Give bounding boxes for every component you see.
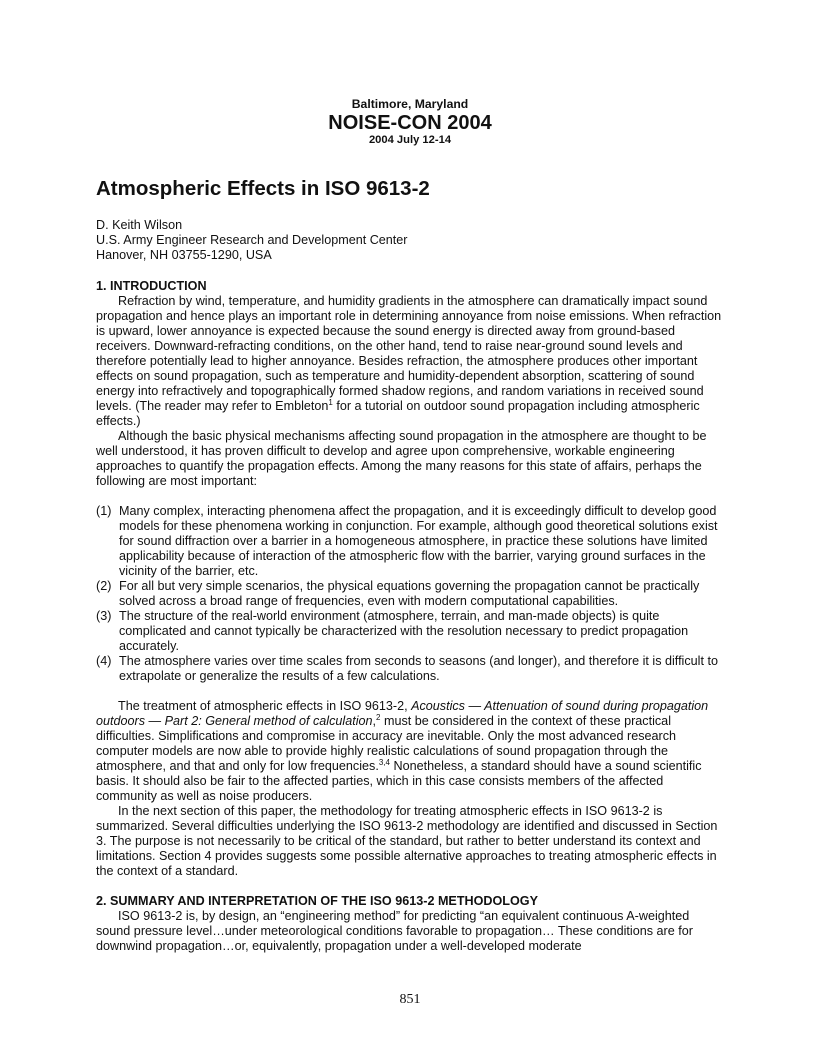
intro-paragraph-1: Refraction by wind, temperature, and humidity gradients in the atmosphere can dramatically impact sound propagation and hence plays an important role in determining annoyance from noise emissions. When refraction is upward, lower annoyance is expected because the sound energy is directed away from ground-based receivers. Downward-refracting conditions, on the other hand, tend to raise near-ground sound levels and therefore potentially lead to higher annoyance. Besides refraction, the atmosphere produces other important effects on sound propagation, such as temperature and humidity-dependent absorption, scattering of sound energy into refractively and topographically formed shadow regions, and random variations in received sound levels. (The reader may refer to Embleton$^1$ for a tutorial on outdoor sound propagation including atmospheric effects.)	[96, 294, 722, 428]
list-item: (3) The structure of the real-world environment (atmosphere, terrain, and man-made objects) is quite complicated and cannot typically be characterized with the resolution necessary to predict propagation accurately.	[96, 609, 689, 653]
author-block	[96, 218, 408, 263]
section-2-heading: 2. SUMMARY AND INTERPRETATION OF THE ISO 9613-2 METHODOLOGY	[96, 894, 538, 908]
page-number: 851	[399, 992, 421, 1007]
standard-title-italic: Acoustics — Attenuation of sound during propagation outdoors — Part 2: General method of calculation	[96, 699, 709, 728]
author-address: Hanover, NH 03755-1290, USA	[96, 248, 272, 262]
section-1-heading: 1. INTRODUCTION	[96, 279, 207, 293]
section-2-paragraph-1: ISO 9613-2 is, by design, an “engineering method” for predicting “an equivalent continuous A-weighted sound pressure level…under meteorological conditions favorable to propagation… These conditions are for downwind propagation…or, equivalently, propagation under a well-developed moderate	[96, 909, 693, 953]
author-affiliation: U.S. Army Engineer Research and Development Center	[96, 233, 408, 247]
paper-title: Atmospheric Effects in ISO 9613-2	[96, 177, 430, 200]
list-item: (4) The atmosphere varies over time scales from seconds to seasons (and longer), and therefore it is difficult to extrapolate or generalize the results of a few calculations.	[96, 654, 718, 683]
footnote-ref-3-4: 3,4	[378, 758, 390, 767]
author-name: D. Keith Wilson	[96, 218, 183, 232]
footnote-ref-2: 2	[376, 713, 381, 722]
conference-location: Baltimore, Maryland	[351, 97, 469, 111]
footnote-ref-1: 1	[328, 398, 333, 407]
conference-header	[96, 97, 724, 147]
conference-date: 2004 July 12-14	[368, 134, 452, 146]
intro-paragraph-4: In the next section of this paper, the methodology for treating atmospheric effects in ISO 9613-2 is summarized. Several difficulties underlying the ISO 9613-2 methodology are identified and discussed in Section 3. The purpose is not necessarily to be critical of the standard, but rather to better understand its context and limitations. Section 4 provides suggests some possible alternative approaches to treating atmospheric effects in the context of a standard.	[96, 804, 718, 878]
intro-paragraph-2: Although the basic physical mechanisms affecting sound propagation in the atmosphere are thought to be well understood, it has proven difficult to develop and agree upon comprehensive, workable engineering approaches to quantify the propagation effects. Among the many reasons for this state of affairs, perhaps the following are most important:	[96, 429, 707, 488]
conference-name: NOISE-CON 2004	[328, 112, 492, 134]
difficulty-list	[96, 504, 724, 684]
intro-paragraph-3: The treatment of atmospheric effects in ISO 9613-2, Acoustics — Attenuation of sound during propagation outdoors — Part 2: General method of calculation,$^2$ must be considered in the context of these practical difficulties. Simplifications and compromise in accuracy are inevitable. Only the most advanced research computer models are now able to provide highly realistic calculations of sound propagation through the atmosphere, and that and only for low frequencies.$^{3,4}$ Nonetheless, a standard should have a sound scientific basis. It should also be fair to the affected parties, which in this case consists members of the affected community as well as noise producers.	[96, 699, 709, 803]
list-item: (1) Many complex, interacting phenomena affect the propagation, and it is exceedingly difficult to develop good models for these phenomena working in conjunction. For example, although good theoretical solutions exist for sound diffraction over a barrier in a homogeneous atmosphere, in practice these solutions have limited applicability because of interaction of the atmospheric flow with the barrier, varying ground surfaces in the vicinity of the barrier, etc.	[96, 504, 718, 578]
body-text	[96, 279, 724, 954]
list-item: (2) For all but very simple scenarios, the physical equations governing the propagation cannot be practically solved across a broad range of frequencies, even with modern computational capabilities.	[96, 579, 700, 608]
